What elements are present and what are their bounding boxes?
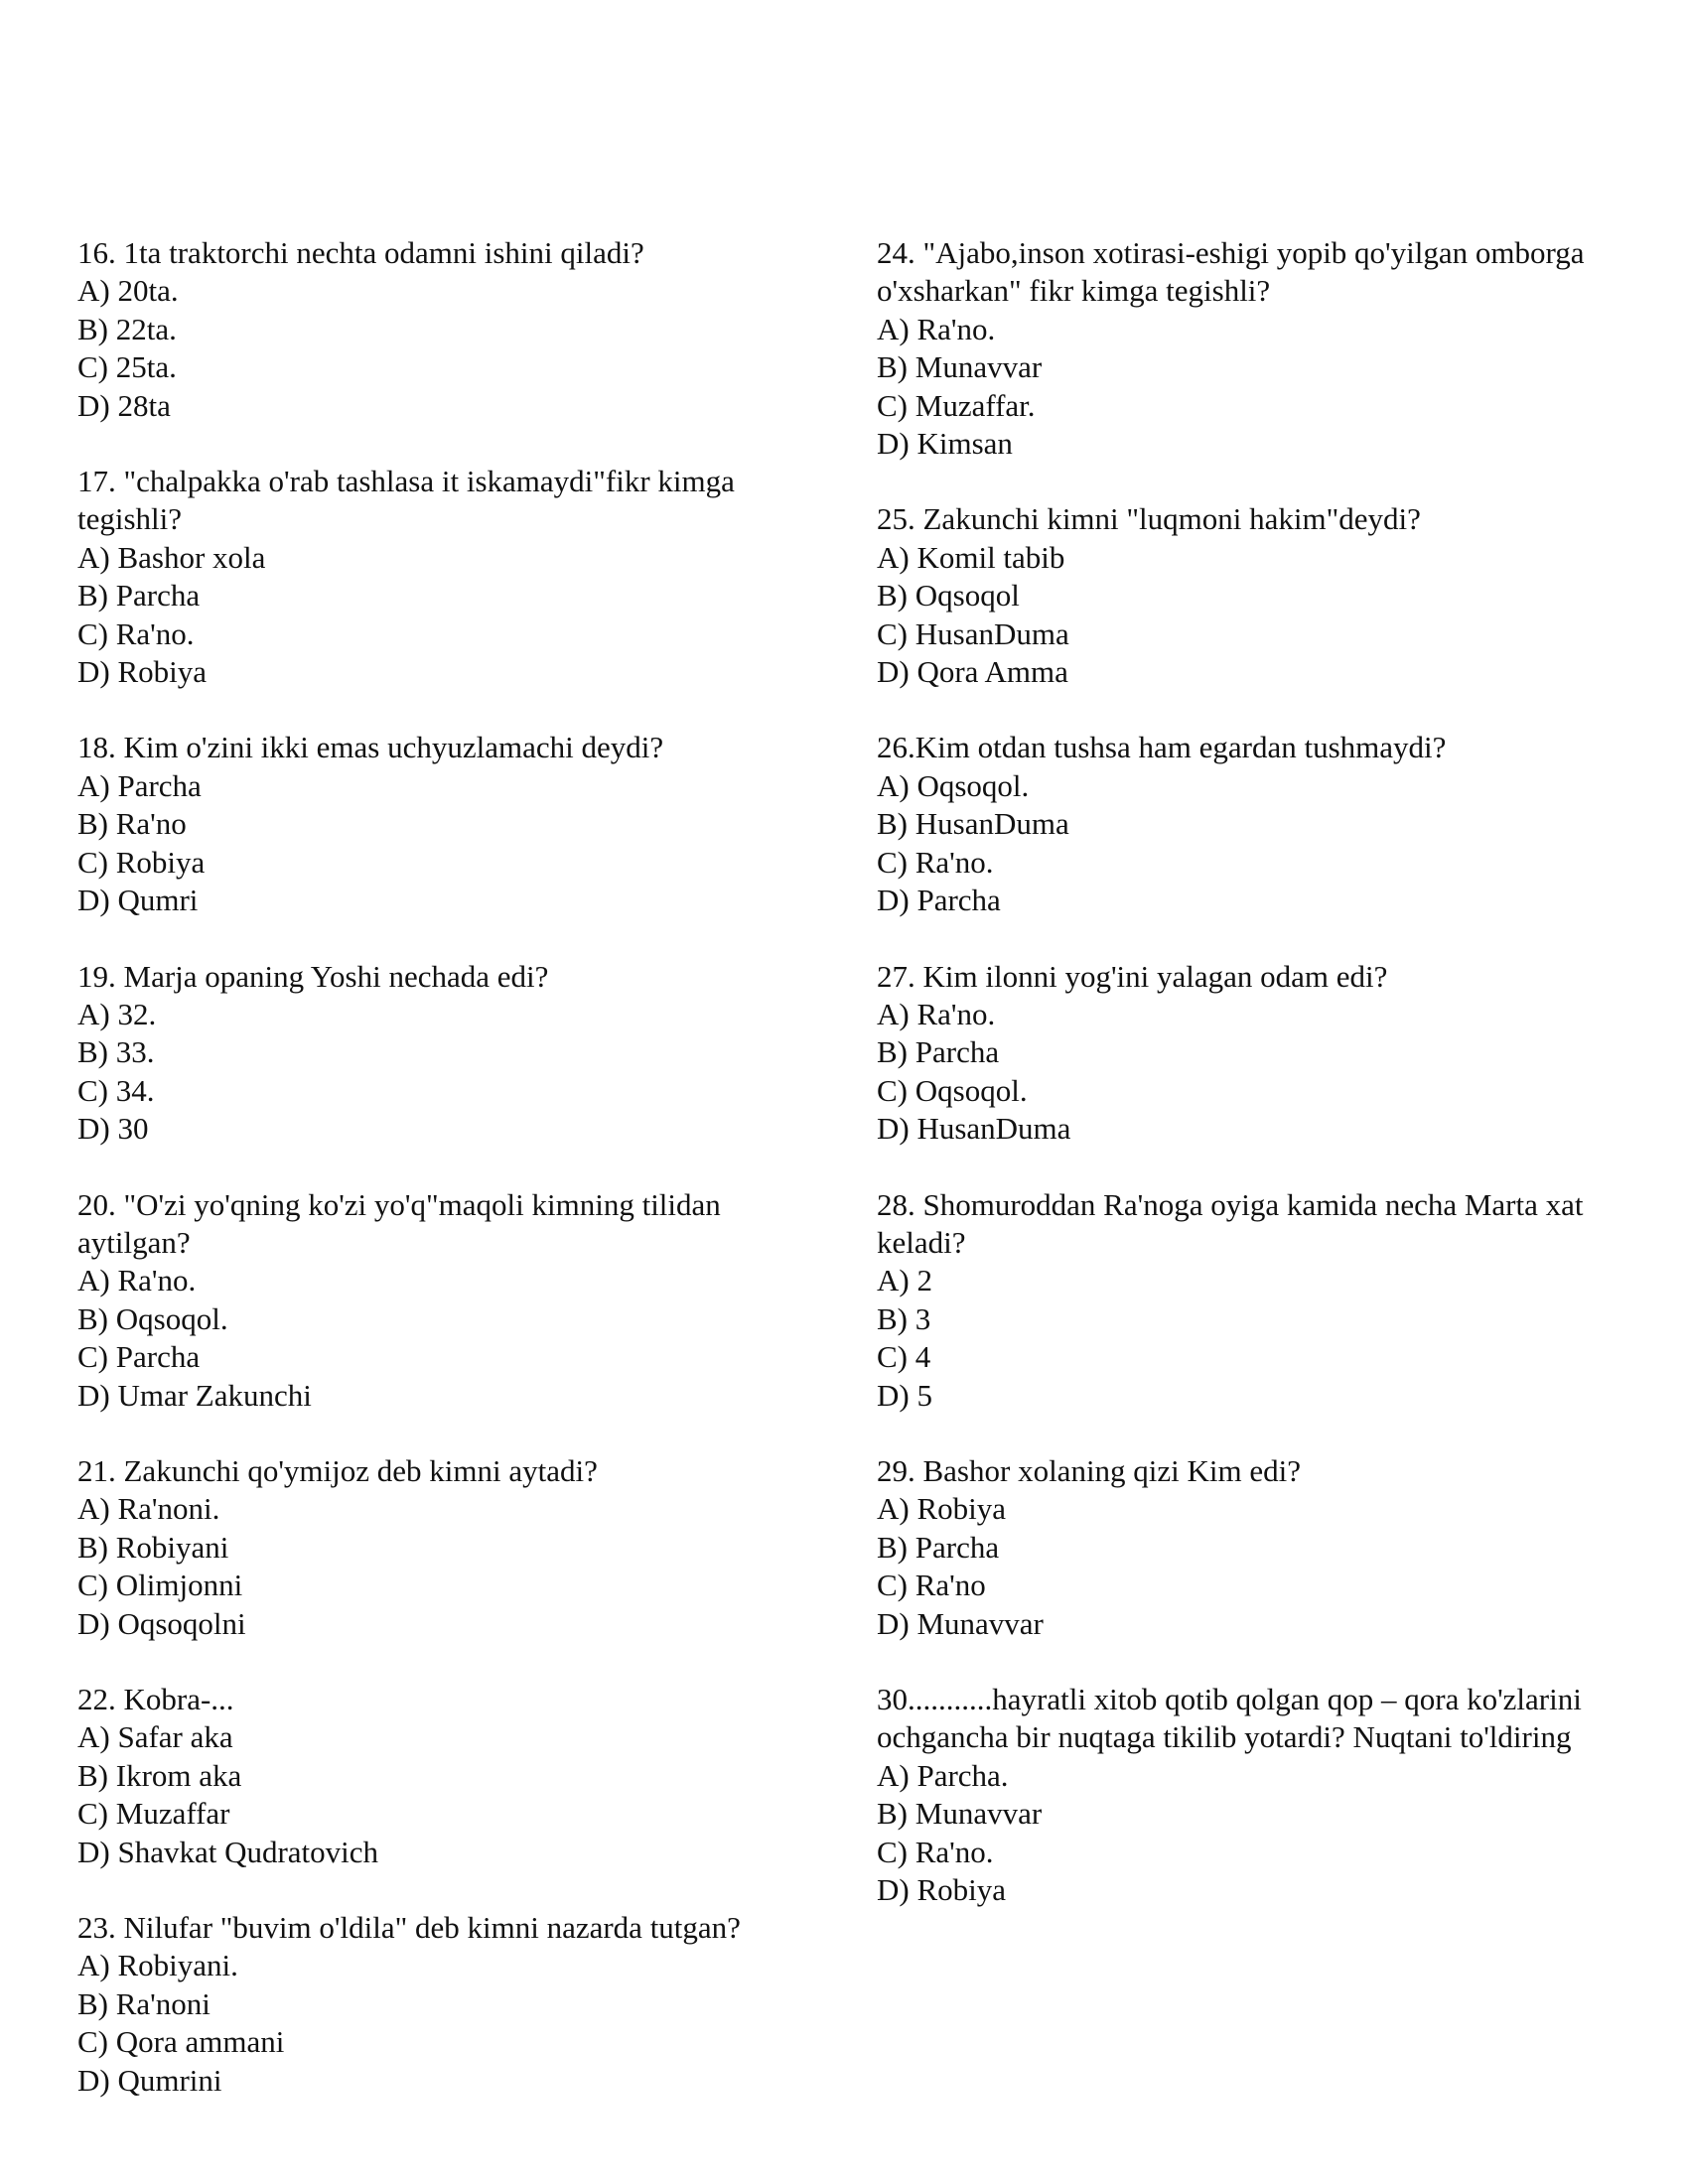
answer-option: D) 30 — [77, 1111, 149, 1147]
answer-option: C) Muzaffar — [77, 1796, 230, 1832]
answer-option: D) Qumri — [77, 883, 199, 918]
answer-option: A) Bashor xola — [77, 539, 266, 575]
answer-options — [877, 996, 1612, 1149]
answer-option: A) Ra'no. — [77, 1263, 197, 1298]
answer-option: D) Robiya — [877, 1872, 1007, 1908]
answer-option: D) Parcha — [877, 883, 1001, 918]
answer-option: D) Munavvar — [877, 1605, 1044, 1641]
answer-option: D) Robiya — [77, 654, 208, 690]
answer-options — [77, 996, 822, 1149]
answer-option: B) Parcha — [877, 1529, 1000, 1565]
answer-option: C) Robiya — [77, 844, 206, 880]
answer-option: C) 34. — [77, 1072, 155, 1108]
answer-option: B) HusanDuma — [877, 806, 1069, 842]
answer-option: B) Ikrom aka — [77, 1757, 242, 1793]
question-block — [877, 729, 1612, 919]
answer-option: D) Qora Amma — [877, 654, 1068, 690]
question-text: 16. 1ta traktorchi nechta odamni ishini qiladi? — [77, 235, 644, 270]
answer-option: A) Robiyani. — [77, 1948, 238, 1983]
answer-option: A) Komil tabib — [877, 539, 1065, 575]
question-block — [77, 1452, 822, 1643]
answer-option: C) HusanDuma — [877, 615, 1069, 651]
question-block — [877, 958, 1612, 1149]
answer-option: D) Kimsan — [877, 426, 1013, 462]
question-text: 23. Nilufar "buvim o'ldila" deb kimni nazarda tutgan? — [77, 1910, 741, 1946]
question-text: 20. "O'zi yo'qning ko'zi yo'q"maqoli kimning tilidan aytilgan? — [77, 1186, 729, 1260]
answer-option: D) 5 — [877, 1377, 932, 1413]
question-block — [877, 1681, 1612, 1909]
answer-option: C) Ra'no. — [877, 844, 994, 880]
answer-option: C) Ra'no. — [77, 615, 195, 651]
question-text: 19. Marja opaning Yoshi nechada edi? — [77, 958, 549, 994]
answer-options — [77, 1262, 822, 1415]
answer-option: A) 20ta. — [77, 273, 179, 309]
answer-option: C) 25ta. — [77, 349, 177, 385]
answer-option: A) Oqsoqol. — [877, 767, 1030, 803]
question-block — [877, 1186, 1612, 1415]
question-block — [77, 234, 822, 425]
question-block — [877, 234, 1612, 463]
answer-option: C) Olimjonni — [77, 1568, 243, 1603]
answer-options — [77, 539, 822, 692]
answer-option: B) 3 — [877, 1300, 931, 1336]
answer-option: B) Oqsoqol. — [77, 1300, 228, 1336]
question-block — [77, 729, 822, 919]
answer-option: D) HusanDuma — [877, 1111, 1071, 1147]
question-block — [77, 958, 822, 1149]
answer-option: C) 4 — [877, 1339, 931, 1375]
left-column — [77, 234, 822, 2137]
answer-option: C) Parcha — [77, 1339, 201, 1375]
answer-option: B) Parcha — [77, 578, 201, 614]
answer-option: B) Oqsoqol — [877, 578, 1020, 614]
answer-options — [877, 1262, 1612, 1415]
answer-option: A) Parcha — [77, 767, 202, 803]
answer-option: C) Muzaffar. — [877, 387, 1036, 423]
right-column — [877, 234, 1612, 1947]
answer-option: A) 32. — [77, 996, 157, 1031]
answer-option: B) Munavvar — [877, 349, 1043, 385]
answer-option: C) Oqsoqol. — [877, 1072, 1028, 1108]
answer-option: B) 22ta. — [77, 311, 177, 346]
answer-options — [877, 1490, 1612, 1643]
answer-option: D) Qumrini — [77, 2062, 222, 2098]
question-text: 25. Zakunchi kimni "luqmoni hakim"deydi? — [877, 501, 1421, 537]
answer-option: A) 2 — [877, 1263, 932, 1298]
answer-options — [77, 1490, 822, 1643]
question-text: 26.Kim otdan tushsa ham egardan tushmaydi? — [877, 730, 1447, 765]
answer-option: D) 28ta — [77, 387, 171, 423]
answer-option: B) Parcha — [877, 1034, 1000, 1070]
answer-option: A) Robiya — [877, 1491, 1007, 1527]
question-text: 30...........hayratli xitob qotib qolgan qop – qora ko'zlarini ochgancha bir nuqtaga tikilib yotardi? Nuqtani to'ldiring — [877, 1682, 1590, 1755]
answer-options — [877, 767, 1612, 920]
answer-option: A) Ra'noni. — [77, 1491, 220, 1527]
question-block — [77, 1909, 822, 2100]
question-text: 27. Kim ilonni yog'ini yalagan odam edi? — [877, 958, 1388, 994]
answer-options — [77, 1718, 822, 1871]
answer-option: D) Oqsoqolni — [77, 1605, 246, 1641]
question-text: 21. Zakunchi qo'ymijoz deb kimni aytadi? — [77, 1452, 598, 1488]
question-text: 28. Shomuroddan Ra'noga oyiga kamida necha Marta xat keladi? — [877, 1186, 1592, 1260]
answer-option: C) Qora ammani — [77, 2024, 285, 2060]
answer-option: A) Ra'no. — [877, 311, 996, 346]
answer-option: B) Ra'noni — [77, 1985, 211, 2021]
question-text: 17. "chalpakka o'rab tashlasa it iskamaydi"fikr kimga tegishli? — [77, 464, 743, 537]
answer-options — [77, 272, 822, 425]
answer-option: A) Safar aka — [77, 1719, 233, 1755]
answer-option: B) Munavvar — [877, 1796, 1043, 1832]
answer-options — [877, 1757, 1612, 1910]
question-text: 29. Bashor xolaning qizi Kim edi? — [877, 1452, 1302, 1488]
answer-option: D) Shavkat Qudratovich — [77, 1834, 379, 1869]
question-text: 22. Kobra-... — [77, 1682, 234, 1716]
answer-option: B) Robiyani — [77, 1529, 229, 1565]
question-text: 18. Kim o'zini ikki emas uchyuzlamachi deydi? — [77, 730, 664, 765]
answer-option: A) Parcha. — [877, 1757, 1009, 1793]
answer-options — [77, 1947, 822, 2100]
question-block — [77, 1681, 822, 1871]
question-block — [877, 1452, 1612, 1643]
answer-option: A) Ra'no. — [877, 996, 996, 1031]
answer-option: C) Ra'no. — [877, 1834, 994, 1869]
answer-option: C) Ra'no — [877, 1568, 986, 1603]
question-text: 24. "Ajabo,inson xotirasi-eshigi yopib qo'yilgan omborga o'xsharkan" fikr kimga tegishli? — [877, 235, 1593, 309]
answer-options — [877, 311, 1612, 464]
question-block — [77, 463, 822, 691]
question-block — [77, 1186, 822, 1415]
answer-option: D) Umar Zakunchi — [77, 1377, 312, 1413]
question-block — [877, 500, 1612, 691]
answer-options — [877, 539, 1612, 692]
answer-option: B) 33. — [77, 1034, 155, 1070]
answer-option: B) Ra'no — [77, 806, 187, 842]
answer-options — [77, 767, 822, 920]
